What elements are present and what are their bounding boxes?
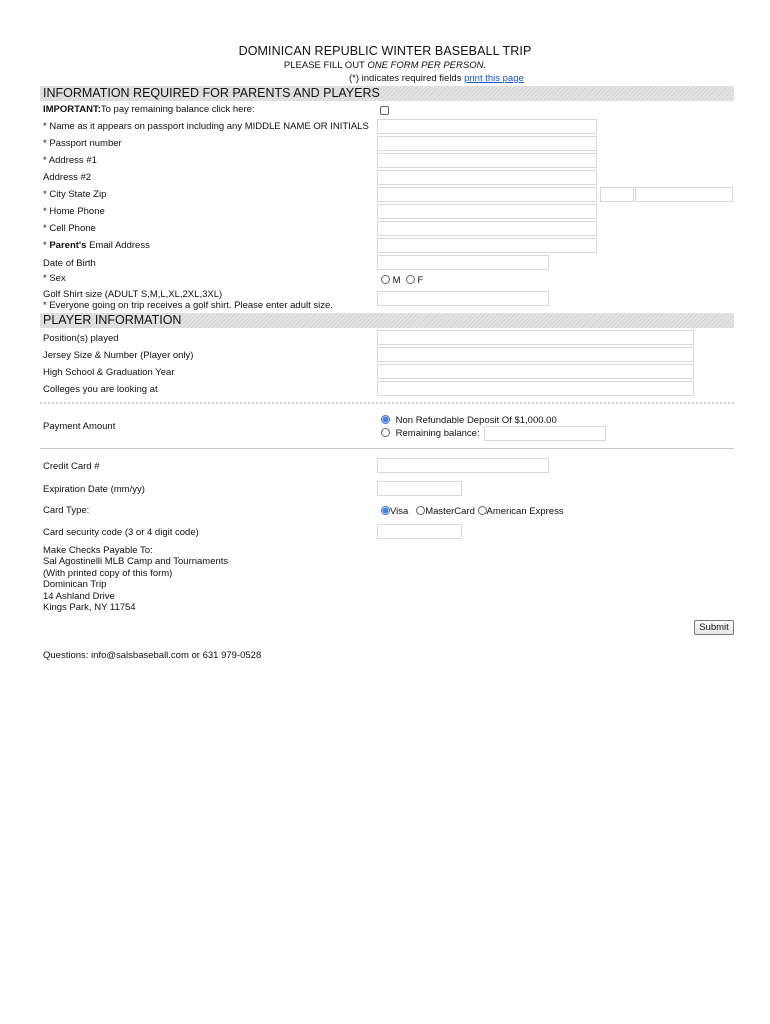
name-input[interactable] — [377, 119, 597, 134]
passport-input[interactable] — [377, 136, 597, 151]
check-line-6: Kings Park, NY 11754 — [43, 602, 136, 614]
important-text: To pay remaining balance click here: — [100, 104, 255, 115]
divider-line — [40, 448, 734, 449]
positions-input[interactable] — [377, 330, 694, 345]
cell-phone-label: * Cell Phone — [43, 223, 96, 234]
card-number-input[interactable] — [377, 458, 549, 473]
subtitle — [0, 60, 770, 71]
remaining-balance-input[interactable] — [484, 426, 606, 441]
sex-f-radio[interactable] — [406, 275, 415, 284]
check-line-5: 14 Ashland Drive — [43, 590, 115, 602]
print-link[interactable]: print this page — [464, 73, 524, 84]
divider-dotted — [40, 402, 734, 404]
card-type-options — [381, 506, 564, 517]
positions-label: Position(s) played — [43, 333, 119, 344]
sex-label: * Sex — [43, 273, 66, 284]
jersey-input[interactable] — [377, 347, 694, 362]
address2-label: Address #2 — [43, 172, 92, 183]
payment-label: Payment Amount — [43, 421, 116, 432]
school-input[interactable] — [377, 364, 694, 379]
city-label: * City State Zip — [43, 189, 107, 200]
dob-input[interactable] — [377, 255, 549, 270]
subtitle-emphasis: ONE FORM PER PERSON. — [367, 60, 487, 71]
questions-contact: Questions: info@salsbaseball.com or 631 979-0528 — [43, 650, 262, 661]
expiration-label: Expiration Date (mm/yy) — [43, 484, 145, 495]
address1-label: * Address #1 — [43, 155, 97, 166]
home-phone-input[interactable] — [377, 204, 597, 219]
security-code-input[interactable] — [377, 524, 462, 539]
sex-f-label: F — [417, 275, 424, 286]
sex-options — [381, 275, 423, 286]
remaining-radio[interactable] — [381, 428, 390, 437]
email-suffix: Email Address — [86, 240, 150, 251]
check-line-3: (With printed copy of this form) — [43, 567, 173, 579]
address2-input[interactable] — [377, 170, 597, 185]
deposit-label: Non Refundable Deposit Of $1,000.00 — [395, 415, 557, 426]
school-label: High School & Graduation Year — [43, 367, 175, 378]
card-number-label: Credit Card # — [43, 461, 100, 472]
jersey-label: Jersey Size & Number (Player only) — [43, 350, 194, 361]
sex-m-radio[interactable] — [381, 275, 390, 284]
security-code-label: Card security code (3 or 4 digit code) — [43, 527, 199, 538]
submit-button[interactable]: Submit — [694, 620, 734, 635]
email-bold: Parent's — [49, 240, 87, 251]
required-note — [349, 73, 524, 84]
zip-input[interactable] — [635, 187, 733, 202]
city-input[interactable] — [377, 187, 597, 202]
visa-radio[interactable] — [381, 506, 390, 515]
expiration-input[interactable] — [377, 481, 462, 496]
check-line-1: Make Checks Payable To: — [43, 545, 153, 556]
remaining-label: Remaining balance: — [395, 428, 480, 439]
shirt-size-input[interactable] — [377, 291, 549, 306]
dob-label: Date of Birth — [43, 258, 96, 269]
cell-phone-input[interactable] — [377, 221, 597, 236]
section-header-player — [40, 313, 734, 328]
colleges-input[interactable] — [377, 381, 694, 396]
deposit-radio[interactable] — [381, 415, 390, 424]
shirt-label: Golf Shirt size (ADULT S,M,L,XL,2XL,3XL) — [43, 289, 223, 300]
pay-balance-checkbox[interactable] — [380, 106, 389, 115]
amex-label: American Express — [486, 506, 564, 517]
check-line-2: Sal Agostinelli MLB Camp and Tournaments — [43, 556, 229, 568]
subtitle-text: PLEASE FILL OUT — [283, 60, 368, 71]
colleges-label: Colleges you are looking at — [43, 384, 158, 395]
payment-deposit-option — [381, 415, 557, 426]
passport-label: * Passport number — [43, 138, 122, 149]
important-bold: IMPORTANT: — [43, 104, 101, 115]
required-note-text: (*) indicates required fields — [349, 73, 465, 84]
important-label — [43, 104, 255, 115]
payment-remaining-option — [381, 428, 480, 439]
shirt-note: * Everyone going on trip receives a golf shirt. Please enter adult size. — [43, 300, 333, 311]
name-label: * Name as it appears on passport including any MIDDLE NAME OR INITIALS — [43, 121, 369, 132]
mastercard-radio[interactable] — [416, 506, 425, 515]
email-label — [43, 240, 150, 251]
page-title: DOMINICAN REPUBLIC WINTER BASEBALL TRIP — [238, 44, 532, 58]
sex-m-label: M — [392, 275, 401, 286]
check-line-4: Dominican Trip — [43, 579, 107, 591]
email-input[interactable] — [377, 238, 597, 253]
mastercard-label: MasterCard — [425, 506, 475, 517]
email-prefix: * — [43, 240, 50, 251]
section-header-parents — [40, 86, 734, 101]
check-payable-block — [43, 545, 228, 613]
section-header-parents-text: INFORMATION REQUIRED FOR PARENTS AND PLAYERS — [43, 86, 380, 100]
address1-input[interactable] — [377, 153, 597, 168]
home-phone-label: * Home Phone — [43, 206, 105, 217]
amex-radio[interactable] — [478, 506, 487, 515]
section-header-player-text: PLAYER INFORMATION — [43, 313, 182, 327]
visa-label: Visa — [390, 506, 409, 517]
state-input[interactable] — [600, 187, 634, 202]
card-type-label: Card Type: — [43, 505, 90, 516]
